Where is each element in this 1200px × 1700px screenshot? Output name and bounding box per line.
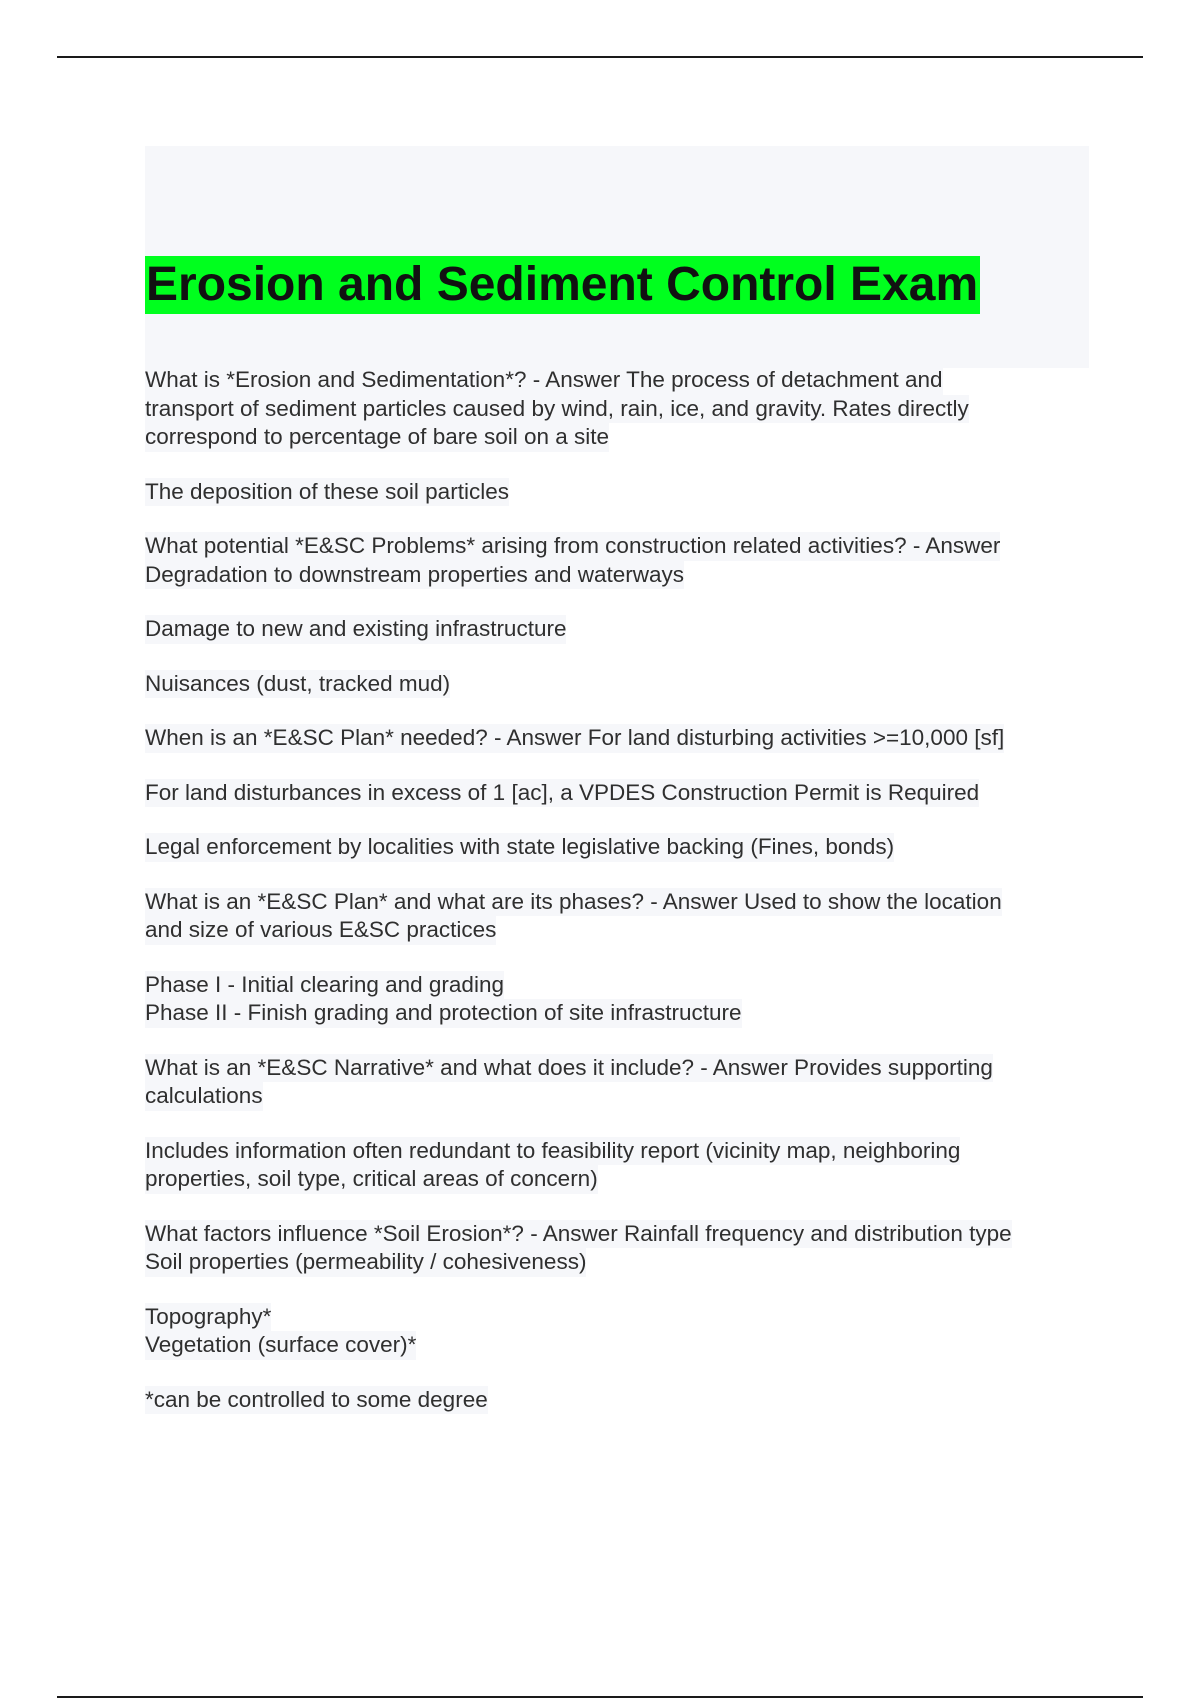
text-line: For land disturbances in excess of 1 [ac], a VPDES Construction Permit is Required [145, 779, 979, 808]
text-line: Phase II - Finish grading and protection of site infrastructure [145, 999, 742, 1028]
text-line: *can be controlled to some degree [145, 1386, 488, 1415]
text-line: and size of various E&SC practices [145, 916, 496, 945]
text-line: Degradation to downstream properties and waterways [145, 561, 684, 590]
text-line: Legal enforcement by localities with state legislative backing (Fines, bonds) [145, 833, 894, 862]
text-line: transport of sediment particles caused by wind, rain, ice, and gravity. Rates directly [145, 395, 969, 424]
paragraph-footnote [145, 1386, 1095, 1415]
document-title: Erosion and Sediment Control Exam [145, 256, 980, 314]
paragraph-erosion-definition [145, 366, 1095, 452]
text-line: Phase I - Initial clearing and grading [145, 971, 504, 1000]
text-line: What is an *E&SC Narrative* and what does it include? - Answer Provides supporting [145, 1054, 993, 1083]
paragraph-legal-enforcement [145, 833, 1095, 862]
paragraph-plan-needed [145, 724, 1095, 753]
paragraph-infrastructure-damage [145, 615, 1095, 644]
bottom-rule [57, 1696, 1143, 1698]
text-line: Topography* [145, 1303, 271, 1332]
text-line: calculations [145, 1082, 263, 1111]
paragraph-vpdes-permit [145, 779, 1095, 808]
text-line: The deposition of these soil particles [145, 478, 509, 507]
text-line: What is *Erosion and Sedimentation*? - Answer The process of detachment and [145, 366, 943, 395]
paragraph-narrative [145, 1054, 1095, 1111]
paragraph-phase-list [145, 971, 1095, 1028]
text-line: What is an *E&SC Plan* and what are its phases? - Answer Used to show the location [145, 888, 1002, 917]
paragraph-deposition [145, 478, 1095, 507]
text-line: When is an *E&SC Plan* needed? - Answer For land disturbing activities >=10,000 [sf] [145, 724, 1004, 753]
text-line: Soil properties (permeability / cohesiveness) [145, 1248, 586, 1277]
text-line: Vegetation (surface cover)* [145, 1331, 416, 1360]
text-line: What potential *E&SC Problems* arising from construction related activities? - Answer [145, 532, 1000, 561]
paragraph-esc-problems [145, 532, 1095, 589]
paragraph-soil-erosion-factors [145, 1220, 1095, 1277]
paragraph-nuisances [145, 670, 1095, 699]
text-line: Damage to new and existing infrastructure [145, 615, 566, 644]
top-rule [57, 56, 1143, 58]
text-line: correspond to percentage of bare soil on a site [145, 423, 609, 452]
paragraph-narrative-contents [145, 1137, 1095, 1194]
text-line: properties, soil type, critical areas of concern) [145, 1165, 598, 1194]
text-line: Nuisances (dust, tracked mud) [145, 670, 450, 699]
document-body [145, 366, 1095, 1440]
paragraph-topography-vegetation [145, 1303, 1095, 1360]
paragraph-plan-phases [145, 888, 1095, 945]
text-line: Includes information often redundant to feasibility report (vicinity map, neighboring [145, 1137, 960, 1166]
text-line: What factors influence *Soil Erosion*? - Answer Rainfall frequency and distribution type [145, 1220, 1012, 1249]
